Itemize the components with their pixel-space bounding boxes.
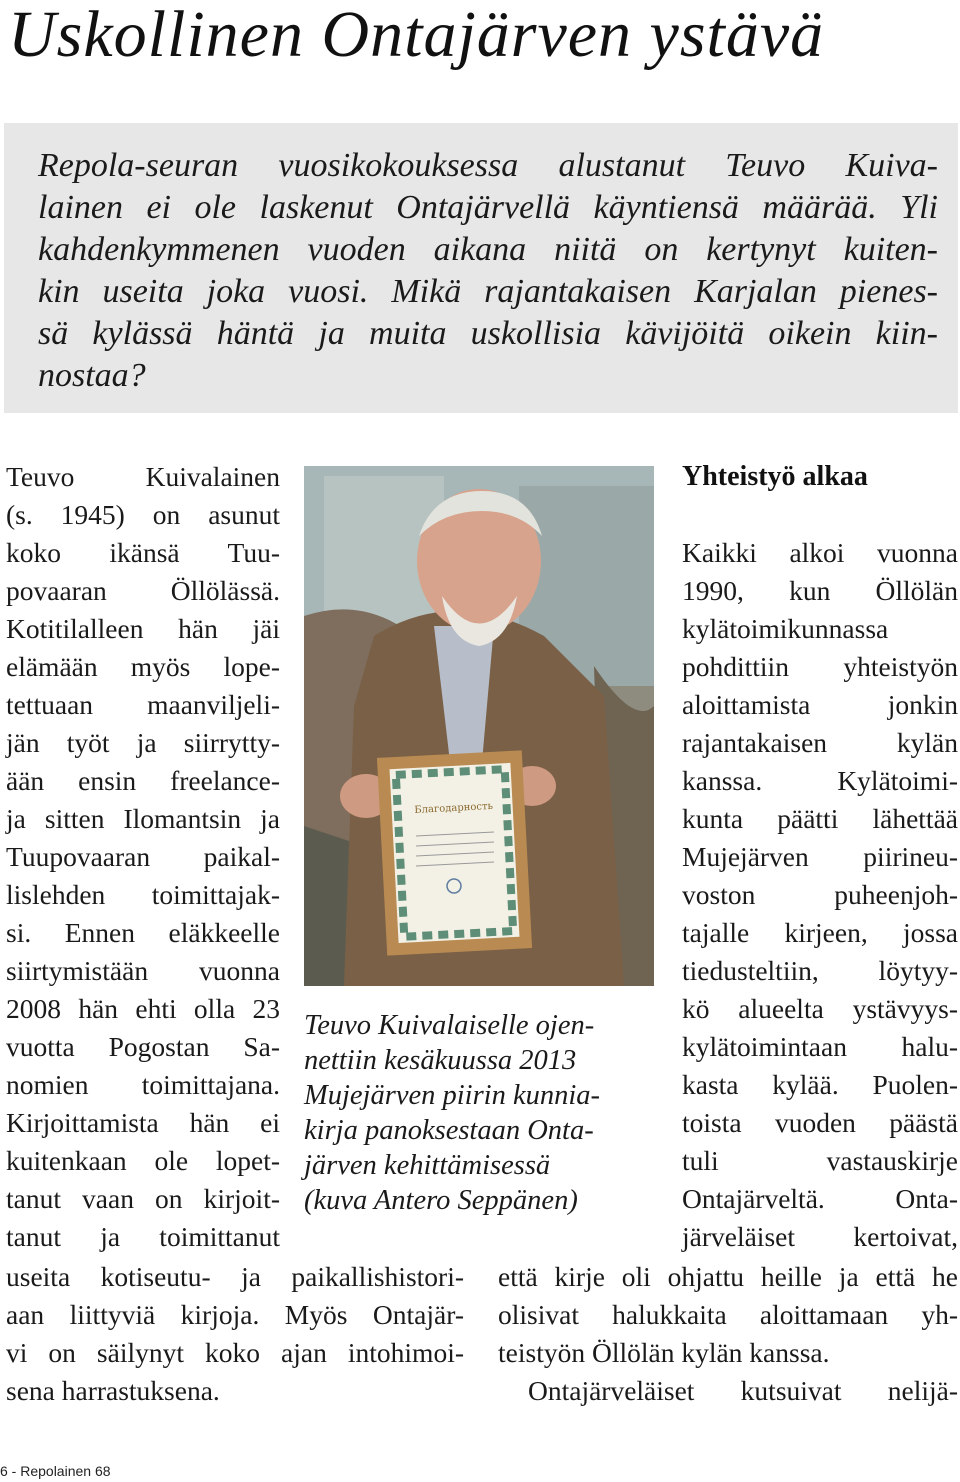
body-line: olisivat halukkaita aloittamaan yh- — [498, 1299, 958, 1330]
body-line: 2008 hän ehti olla 23 — [6, 993, 280, 1024]
body-line: si. Ennen eläkkeelle — [6, 917, 280, 948]
lead-box — [4, 123, 958, 413]
photo-caption-line: Mujejärven piirin kunnia- — [304, 1080, 601, 1111]
body-line: ään ensin freelance- — [6, 765, 280, 796]
body-line: kylätoimikunnassa — [682, 613, 889, 644]
body-line: pohdittiin yhteistyön — [682, 651, 958, 682]
certificate-heading: Благодарность — [414, 800, 494, 817]
body-line: tuli vastauskirje — [682, 1145, 958, 1176]
body-line: kunta päätti lähettää — [682, 803, 958, 834]
body-line: teistyön Öllölän kylän kanssa. — [498, 1337, 830, 1368]
page-footer: 6 - Repolainen 68 — [0, 1463, 111, 1479]
body-line: koko ikänsä Tuu- — [6, 537, 280, 568]
body-line: tettuaan maanviljeli- — [6, 689, 280, 720]
body-line: vuotta Pogostan Sa- — [6, 1031, 280, 1062]
body-line: Teuvo Kuivalainen — [6, 461, 280, 492]
body-line: Kaikki alkoi vuonna — [682, 537, 958, 568]
photo-caption-line: kirja panoksestaan Onta- — [304, 1115, 594, 1146]
body-line: (s. 1945) on asunut — [6, 499, 280, 530]
body-line: kö alueelta ystävyys- — [682, 993, 958, 1024]
body-line: elämään myös lope- — [6, 651, 280, 682]
body-line: ja sitten Ilomantsin ja — [6, 803, 280, 834]
lead-line: kahdenkymmenen vuoden aikana niitä on kertynyt kuiten- — [38, 231, 938, 268]
photo-caption-line: Teuvo Kuivalaiselle ojen- — [304, 1010, 595, 1041]
body-line: kasta kylää. Puolen- — [682, 1069, 958, 1100]
body-line: aan liittyviä kirjoja. Myös Ontajär- — [6, 1299, 464, 1330]
body-line: kanssa. Kylätoimi- — [682, 765, 958, 796]
body-line: Tuupovaaran paikal- — [6, 841, 280, 872]
body-line: rajantakaisen kylän — [682, 727, 958, 758]
body-line: tajalle kirjeen, jossa — [682, 917, 958, 948]
body-line: Mujejärven piirineu- — [682, 841, 958, 872]
body-line: että kirje oli ohjattu heille ja että he — [498, 1261, 958, 1292]
photo-caption-line: (kuva Antero Seppänen) — [304, 1185, 578, 1216]
body-line: Ontajärveltä. Onta- — [682, 1183, 958, 1214]
body-line: toista vuoden päästä — [682, 1107, 958, 1138]
lead-line: sä kylässä häntä ja muita uskollisia kävijöitä oikein kiin- — [38, 315, 938, 352]
section-heading: Yhteistyö alkaa — [682, 461, 868, 492]
body-line: tiedusteltiin, löytyy- — [682, 955, 958, 986]
portrait-photo — [304, 466, 654, 986]
lead-line: Repola-seuran vuosikokouksessa alustanut Teuvo Kuiva- — [38, 147, 938, 184]
body-line: jän työt ja siirrytty- — [6, 727, 280, 758]
body-line: aloittamista jonkin — [682, 689, 958, 720]
photo-caption-line: järven kehittämisessä — [304, 1150, 551, 1181]
article-title: Uskollinen Ontajärven ystävä — [8, 0, 825, 71]
body-line: nomien toimittajana. — [6, 1069, 280, 1100]
photo-caption-line: nettiin kesäkuussa 2013 — [304, 1045, 577, 1076]
lead-line: kin useita joka vuosi. Mikä rajantakaisen Karjalan pienes- — [38, 273, 938, 310]
body-line: järveläiset kertoivat, — [682, 1221, 958, 1252]
body-line: lislehden toimittajak- — [6, 879, 280, 910]
body-line: useita kotiseutu- ja paikallishistori- — [6, 1261, 464, 1292]
lead-line: lainen ei ole laskenut Ontajärvellä käyntiensä määrää. Yli — [38, 189, 938, 226]
body-line: siirtymistään vuonna — [6, 955, 280, 986]
body-line: Kotitilalleen hän jäi — [6, 613, 280, 644]
body-line: vi on säilynyt koko ajan intohimoi- — [6, 1337, 464, 1368]
body-line: tanut ja toimittanut — [6, 1221, 280, 1252]
body-line: 1990, kun Öllölän — [682, 575, 958, 606]
body-line: Kirjoittamista hän ei — [6, 1107, 280, 1138]
body-line: tanut vaan on kirjoit- — [6, 1183, 280, 1214]
body-line: voston puheenjoh- — [682, 879, 958, 910]
body-line: sena harrastuksena. — [6, 1375, 220, 1406]
body-line: povaaran Öllölässä. — [6, 575, 280, 606]
body-line: Ontajärveläiset kutsuivat nelijä- — [528, 1375, 958, 1406]
body-line: kuitenkaan ole lopet- — [6, 1145, 280, 1176]
body-line: kylätoimintaan halu- — [682, 1031, 958, 1062]
lead-line: nostaa? — [38, 357, 146, 394]
